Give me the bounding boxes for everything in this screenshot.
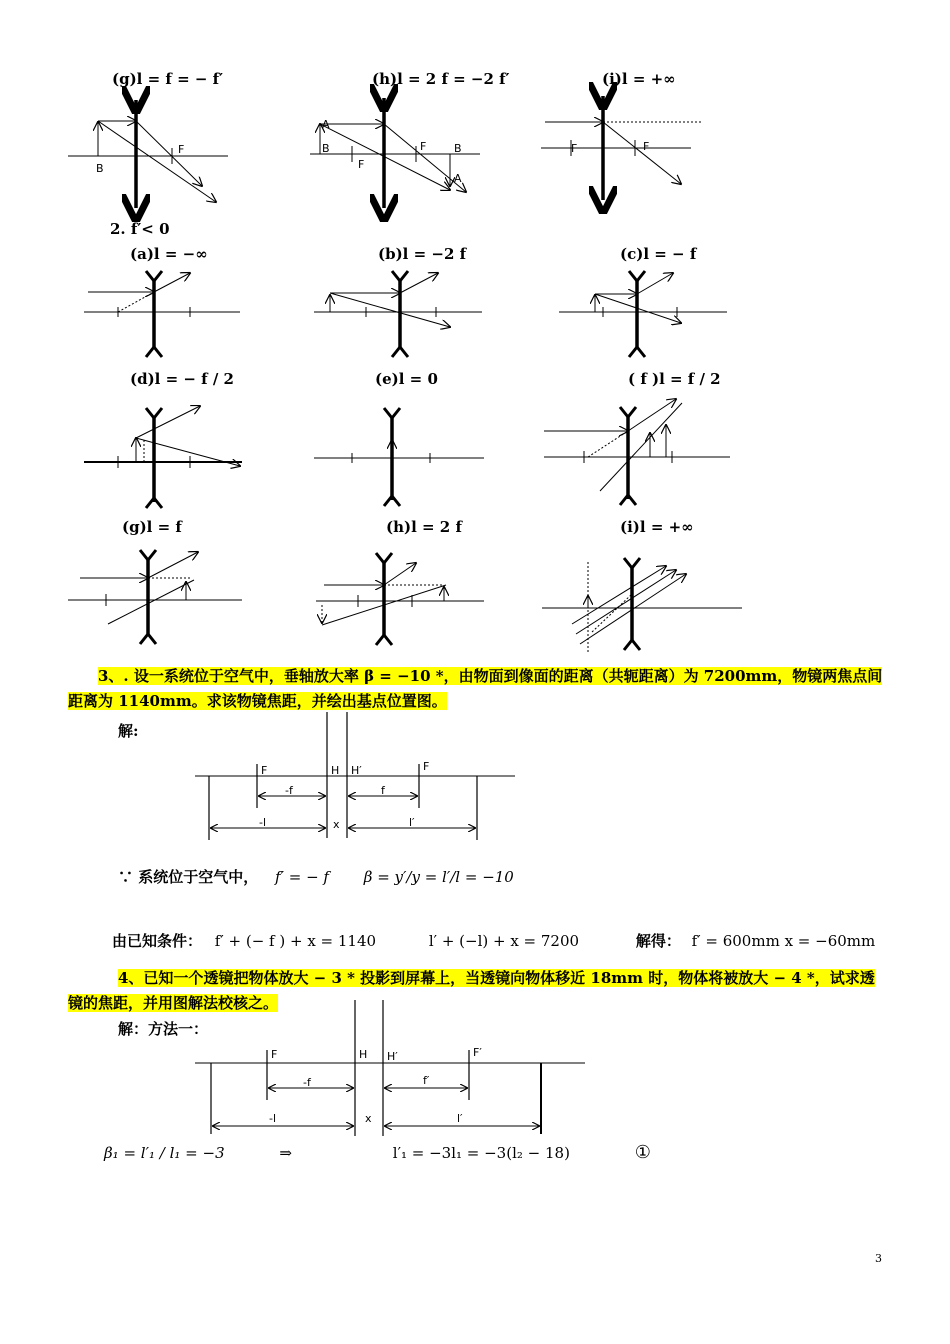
caption-2i: (i)l = +∞ bbox=[620, 518, 694, 536]
q4-cardinal-points-diagram bbox=[195, 1000, 595, 1140]
svg-text:l′: l′ bbox=[457, 1112, 463, 1125]
diagram-2g bbox=[66, 540, 256, 650]
q3-solution-label: 解: bbox=[118, 722, 139, 740]
q3-given-line: 由已知条件： f′ + (− f ) + x = 1140 l′ + (−l) + x = 7200 解得： f′ = 600mm x = −60mm bbox=[112, 932, 876, 950]
svg-text:H: H bbox=[331, 764, 340, 777]
svg-text:-l: -l bbox=[269, 1112, 277, 1125]
svg-text:B: B bbox=[322, 142, 330, 155]
diagram-2i bbox=[540, 548, 750, 653]
caption-2c: (c)l = − f bbox=[620, 245, 697, 263]
svg-text:F: F bbox=[643, 140, 650, 153]
diagram-2f bbox=[540, 395, 740, 510]
diagram-2b bbox=[310, 265, 490, 360]
diagram-2c bbox=[555, 265, 735, 360]
svg-text:F: F bbox=[271, 1048, 278, 1061]
label-B: B bbox=[96, 162, 104, 175]
svg-text:f: f bbox=[381, 784, 385, 797]
svg-text:A: A bbox=[322, 118, 330, 131]
caption-2a: (a)l = −∞ bbox=[130, 245, 208, 263]
svg-text:F: F bbox=[423, 760, 430, 773]
svg-text:x: x bbox=[333, 818, 340, 831]
svg-text:F′: F′ bbox=[473, 1046, 482, 1059]
page-number: 3 bbox=[875, 1252, 882, 1265]
svg-text:l′: l′ bbox=[409, 816, 415, 829]
svg-text:H: H bbox=[359, 1048, 368, 1061]
svg-text:F: F bbox=[261, 764, 268, 777]
caption-2e: (e)l = 0 bbox=[375, 370, 438, 388]
svg-text:H′: H′ bbox=[351, 764, 362, 777]
svg-text:-f: -f bbox=[303, 1076, 311, 1089]
diagram-2e bbox=[310, 400, 490, 512]
caption-1h: (h)l = 2 f = −2 f′ bbox=[372, 70, 510, 88]
q3-cardinal-points-diagram bbox=[195, 712, 525, 847]
diagram-1i bbox=[535, 90, 715, 210]
svg-text:-l: -l bbox=[259, 816, 267, 829]
diagram-2a bbox=[80, 265, 250, 360]
svg-text:F: F bbox=[571, 142, 578, 155]
caption-1g: (g)l = f = − f′ bbox=[112, 70, 224, 88]
label-F: F bbox=[178, 143, 185, 156]
svg-text:F: F bbox=[358, 158, 365, 171]
question-4: 4、已知一个透镜把物体放大 − 3 * 投影到屏幕上，当透镜向物体移近 18mm 时，物体将被放大 − 4 *，试求透镜的焦距，并用图解法校核之。 bbox=[68, 969, 875, 1012]
svg-text:F: F bbox=[420, 140, 427, 153]
svg-text:-f: -f bbox=[285, 784, 293, 797]
caption-2b: (b)l = −2 f bbox=[378, 245, 467, 263]
diagram-1h bbox=[300, 90, 500, 220]
svg-text:B: B bbox=[454, 142, 462, 155]
svg-text:x: x bbox=[365, 1112, 372, 1125]
q3-because-line: ∵ 系统位于空气中， f′ = − f β = y′/y = l′/l = −10 bbox=[118, 868, 514, 886]
question-3: 3、. 设一系统位于空气中，垂轴放大率 β = −10 *，由物面到像面的距离（共轭距离）为 7200mm，物镜两焦点间距离为 1140mm。求该物镜焦距，并绘出基点位置图。 bbox=[68, 667, 883, 710]
svg-text:A: A bbox=[454, 172, 462, 185]
diagram-2d bbox=[80, 400, 250, 512]
diagram-1g bbox=[60, 90, 240, 220]
svg-text:f′: f′ bbox=[423, 1074, 430, 1087]
part2-title: 2. f′< 0 bbox=[110, 220, 170, 238]
caption-1i: (i)l = +∞ bbox=[602, 70, 676, 88]
diagram-2h bbox=[312, 545, 492, 650]
caption-2d: (d)l = − f / 2 bbox=[130, 370, 234, 388]
q4-solution-label: 解：方法一： bbox=[118, 1020, 209, 1038]
caption-2h: (h)l = 2 f bbox=[386, 518, 462, 536]
svg-text:H′: H′ bbox=[387, 1050, 398, 1063]
q4-beta1-line: β₁ = l′₁ / l₁ = −3 ⇒ l′₁ = −3l₁ = −3(l₂ − 18) ① bbox=[104, 1142, 651, 1163]
caption-2f: ( f )l = f / 2 bbox=[628, 370, 721, 388]
caption-2g: (g)l = f bbox=[122, 518, 182, 536]
